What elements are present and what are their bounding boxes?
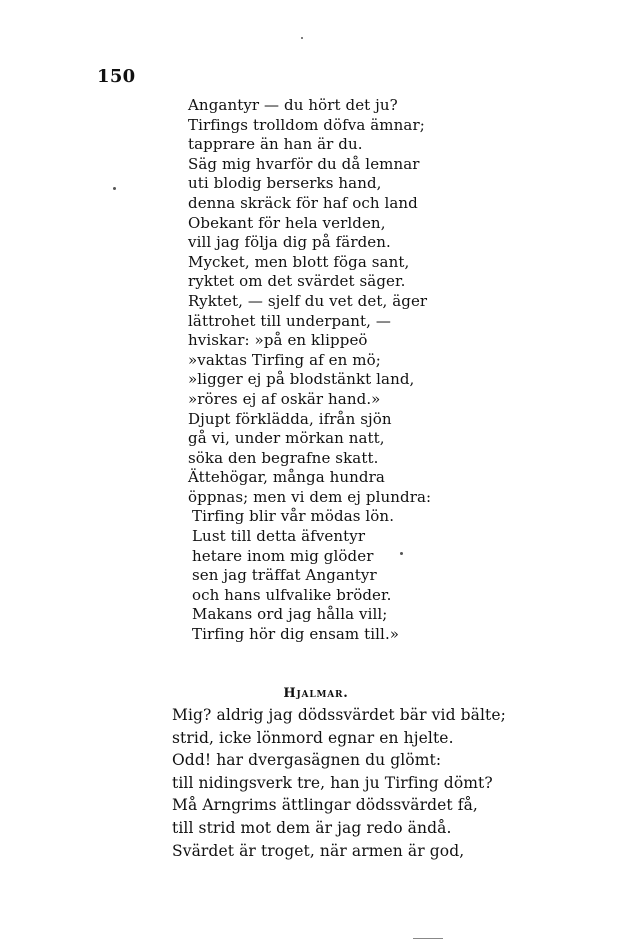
speaker-heading: Hjalmar. xyxy=(283,686,349,701)
verse-line: Ättehögar, många hundra xyxy=(188,468,385,487)
verse-line: Mig? aldrig jag dödssvärdet bär vid bälte; xyxy=(172,706,506,724)
verse-line: Obekant för hela verlden, xyxy=(188,213,386,232)
verse-line: sen jag träffat Angantyr xyxy=(192,566,377,585)
print-speck xyxy=(301,37,303,39)
verse-line: Må Arngrims ättlingar dödssvärdet få, xyxy=(172,796,478,815)
verse-line: Svärdet är troget, när armen är god, xyxy=(172,841,465,860)
poem-stanza xyxy=(188,96,431,645)
verse-line: denna skräck för haf och land xyxy=(188,193,418,212)
verse-line: till strid mot dem är jag redo ändå. xyxy=(172,818,452,837)
verse-line: Angantyr — du hört det ju? xyxy=(188,96,398,114)
verse-line: Tirfing blir vår mödas lön. xyxy=(192,507,395,526)
verse-line: öppnas; men vi dem ej plundra: xyxy=(188,487,432,506)
verse-line: hetare inom mig glöder xyxy=(192,546,374,565)
verse-line: Lust till detta äfventyr xyxy=(192,527,366,546)
verse-line: Ryktet, — sjelf du vet det, äger xyxy=(188,291,428,310)
verse-line: vill jag följa dig på färden. xyxy=(188,233,391,252)
verse-line: »vaktas Tirfing af en mö; xyxy=(188,350,381,369)
verse-line: Tirfing hör dig ensam till.» xyxy=(192,625,400,644)
verse-line: uti blodig berserks hand, xyxy=(188,174,382,193)
verse-line: »ligger ej på blodstänkt land, xyxy=(188,370,415,389)
verse-line: Odd! har dvergasägnen du glömt: xyxy=(172,751,442,770)
verse-line: gå vi, under mörkan natt, xyxy=(188,429,385,448)
verse-line: Tirfings trolldom döfva ämnar; xyxy=(188,115,425,134)
verse-line: Säg mig hvarför du då lemnar xyxy=(188,154,420,173)
verse-line: tapprare än han är du. xyxy=(188,135,363,154)
print-speck xyxy=(400,552,403,555)
verse-line: Makans ord jag hålla vill; xyxy=(192,605,388,624)
verse-line: »röres ej af oskär hand.» xyxy=(188,389,381,408)
verse-line: söka den begrafne skatt. xyxy=(188,448,379,467)
verse-line: hviskar: »på en klippeö xyxy=(188,331,368,350)
verse-line: lättrohet till underpant, — xyxy=(188,311,391,330)
print-speck xyxy=(113,187,116,190)
verse-line: och hans ulfvalike bröder. xyxy=(192,585,392,604)
verse-line: strid, icke lönmord egnar en hjelte. xyxy=(172,728,454,747)
verse-line: Mycket, men blott föga sant, xyxy=(188,252,410,271)
reply-stanza xyxy=(172,704,506,862)
verse-line: ryktet om det svärdet säger. xyxy=(188,272,406,291)
verse-line: Djupt förklädda, ifrån sjön xyxy=(188,409,392,428)
verse-line: till nidingsverk tre, han ju Tirfing dömt? xyxy=(172,773,493,792)
page-number: 150 xyxy=(97,66,136,87)
bottom-rule xyxy=(413,938,443,939)
